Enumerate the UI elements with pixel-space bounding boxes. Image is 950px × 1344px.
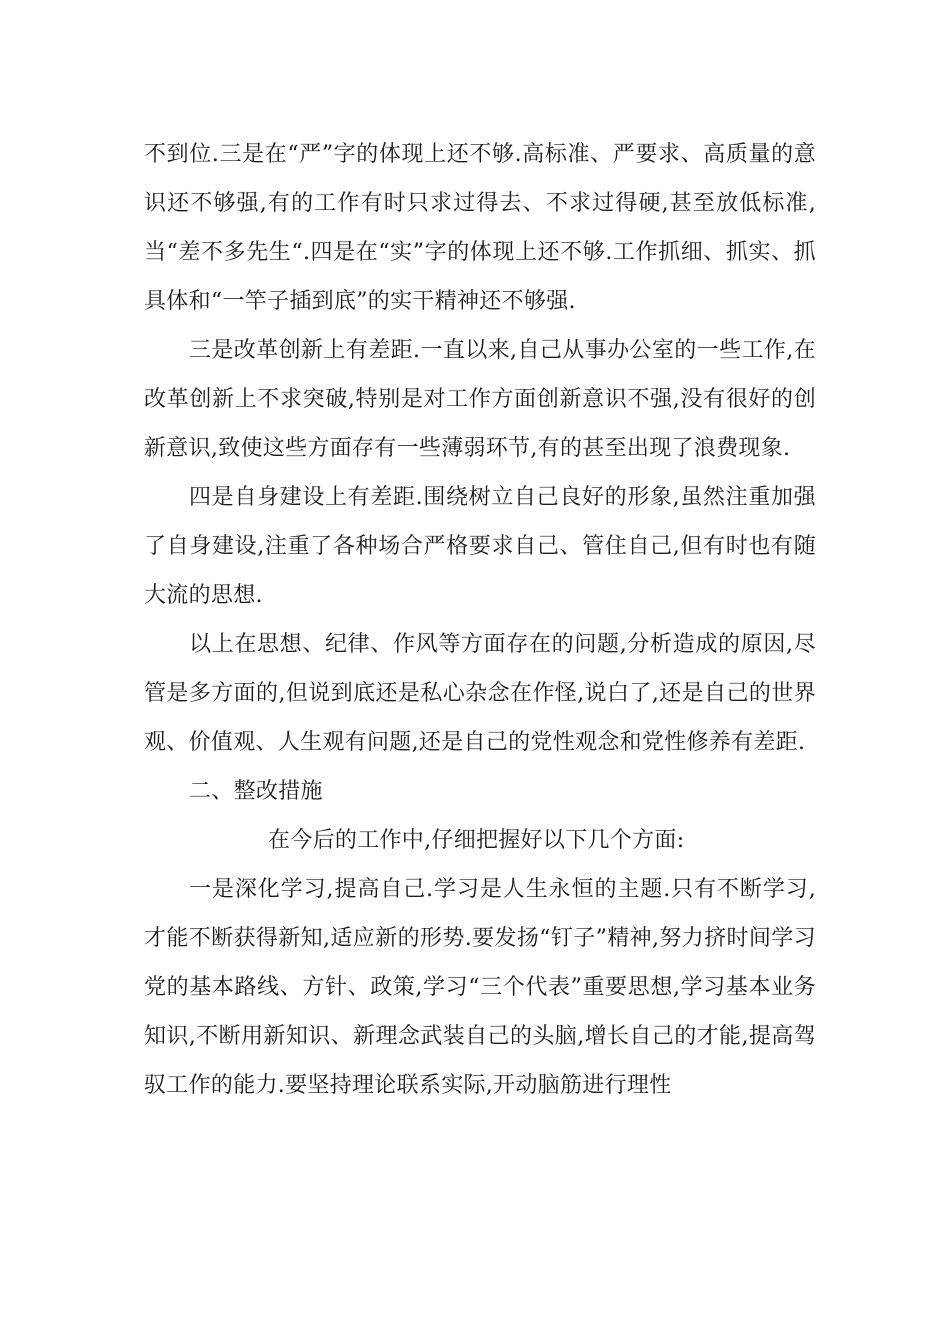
paragraph-cause-analysis: 以上在思想、纪律、作风等方面存在的问题,分析造成的原因,尽管是多方面的,但说到底还是私心杂念在作怪,说白了,还是自己的世界观、价值观、人生观有问题,还是自己的党性观念和党性修养有差距. (144, 632, 816, 755)
paragraph-deepen-study: 一是深化学习,提高自己.学习是人生永恒的主题.只有不断学习,才能不断获得新知,适应新的形势.要发扬“钉子”精神,努力挤时间学习党的基本路线、方针、政策,学习“三个代表”重要思想,学习基本业务知识,不断用新知识、新理念武装自己的头脑,增长自己的才能,提高驾驭工作的能力.要坚持理论联系实际,开动脑筋进行理性 (144, 877, 816, 1098)
paragraph-self-building: 四是自身建设上有差距.围绕树立自己良好的形象,虽然注重加强了自身建设,注重了各种场合严格要求自己、管住自己,但有时也有随大流的思想. (144, 485, 816, 608)
section-heading: 二、整改措施 (189, 779, 323, 804)
document-body (144, 130, 816, 1110)
paragraph-reform-innovation: 三是改革创新上有差距.一直以来,自己从事办公室的一些工作,在改革创新上不求突破,特别是对工作方面创新意识不强,没有很好的创新意识,致使这些方面存有一些薄弱环节,有的甚至出现了浪费现象. (144, 338, 816, 461)
intro-line: 在今后的工作中,仔细把握好以下几个方面: (268, 828, 685, 853)
paragraph-continuation: 不到位.三是在“严”字的体现上还不够.高标准、严要求、高质量的意识还不够强,有的工作有时只求过得去、不求过得硬,甚至放低标准,当“差不多先生“.四是在“实”字的体现上还不够.工作抓细、抓实、抓具体和“一竿子插到底”的实干精神还不够强. (144, 142, 816, 314)
